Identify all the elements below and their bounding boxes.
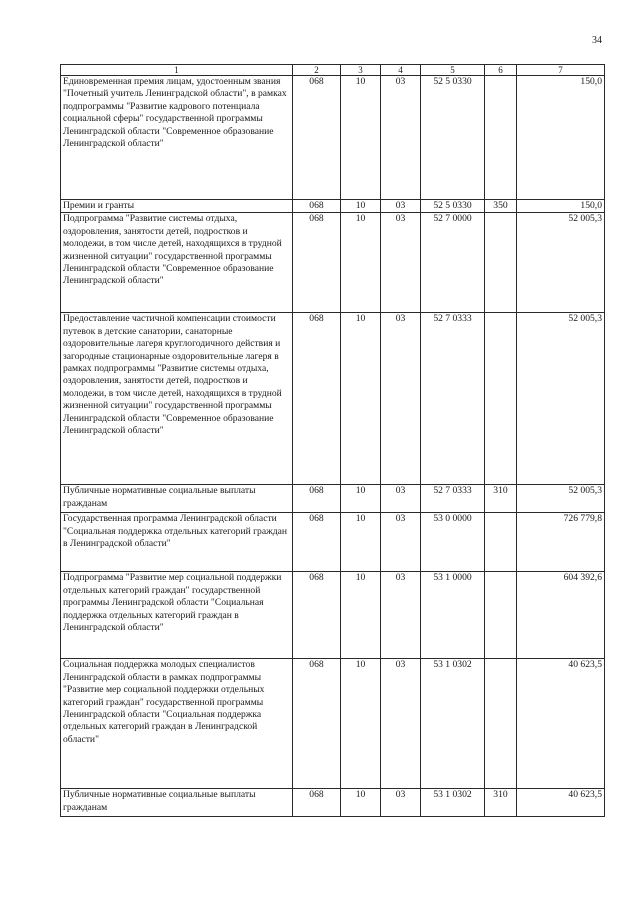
cell-expense-type: [485, 572, 517, 659]
row-name: Предоставление частичной компенсации стоимости путевок в детские санатории, санаторные оздоровительные лагеря круглогодичного действия и загородные стационарные оздоровительные лагеря в рамках подпрограммы "Развитие системы отдыха, оздоровления, занятости детей, подростков и молодежи, в том числе детей, находящихся в трудной жизненной ситуации" государственной программы Ленинградской области "Современное образование Ленинградской области": [61, 313, 293, 485]
cell-target-article: 52 7 0333: [421, 313, 485, 485]
column-header: 1: [61, 65, 293, 76]
cell-amount: 726 779,8: [517, 513, 605, 572]
cell-subsection: 03: [381, 200, 421, 213]
cell-expense-type: [485, 213, 517, 313]
table-row: [61, 213, 605, 313]
cell-ministry: 068: [293, 313, 341, 485]
cell-expense-type: [485, 513, 517, 572]
table-row: [61, 76, 605, 200]
row-name: Публичные нормативные социальные выплаты гражданам: [61, 789, 293, 817]
row-name: Государственная программа Ленинградской области "Социальная поддержка отдельных категорий граждан в Ленинградской области": [61, 513, 293, 572]
cell-section: 10: [341, 200, 381, 213]
cell-subsection: 03: [381, 485, 421, 513]
column-header: 5: [421, 65, 485, 76]
cell-ministry: 068: [293, 659, 341, 789]
column-header: 7: [517, 65, 605, 76]
cell-ministry: 068: [293, 213, 341, 313]
row-name: Публичные нормативные социальные выплаты гражданам: [61, 485, 293, 513]
cell-amount: 52 005,3: [517, 213, 605, 313]
cell-expense-type: 310: [485, 485, 517, 513]
budget-table: [60, 64, 605, 817]
column-header: 6: [485, 65, 517, 76]
cell-target-article: 53 0 0000: [421, 513, 485, 572]
cell-section: 10: [341, 213, 381, 313]
cell-target-article: 52 5 0330: [421, 200, 485, 213]
cell-subsection: 03: [381, 659, 421, 789]
table-row: [61, 789, 605, 817]
cell-amount: 40 623,5: [517, 789, 605, 817]
cell-section: 10: [341, 659, 381, 789]
cell-target-article: 53 1 0000: [421, 572, 485, 659]
cell-amount: 604 392,6: [517, 572, 605, 659]
cell-target-article: 52 7 0333: [421, 485, 485, 513]
cell-target-article: 53 1 0302: [421, 789, 485, 817]
table-row: [61, 485, 605, 513]
cell-subsection: 03: [381, 76, 421, 200]
cell-subsection: 03: [381, 572, 421, 659]
row-name: Премии и гранты: [61, 200, 293, 213]
cell-subsection: 03: [381, 789, 421, 817]
cell-ministry: 068: [293, 76, 341, 200]
page-number: 34: [592, 35, 602, 46]
cell-target-article: 52 7 0000: [421, 213, 485, 313]
cell-amount: 150,0: [517, 76, 605, 200]
cell-section: 10: [341, 513, 381, 572]
table-row: [61, 313, 605, 485]
cell-section: 10: [341, 789, 381, 817]
cell-target-article: 52 5 0330: [421, 76, 485, 200]
table-row: [61, 513, 605, 572]
cell-ministry: 068: [293, 200, 341, 213]
cell-section: 10: [341, 485, 381, 513]
cell-expense-type: 350: [485, 200, 517, 213]
cell-amount: 40 623,5: [517, 659, 605, 789]
row-name: Единовременная премия лицам, удостоенным звания "Почетный учитель Ленинградской области", в рамках подпрограммы "Развитие кадрового потенциала социальной сферы" государственной программы Ленинградской области "Современное образование Ленинградской области": [61, 76, 293, 200]
column-header: 2: [293, 65, 341, 76]
column-header: 3: [341, 65, 381, 76]
cell-ministry: 068: [293, 485, 341, 513]
cell-amount: 150,0: [517, 200, 605, 213]
cell-subsection: 03: [381, 513, 421, 572]
cell-amount: 52 005,3: [517, 313, 605, 485]
cell-target-article: 53 1 0302: [421, 659, 485, 789]
table-row: [61, 659, 605, 789]
table-row: [61, 572, 605, 659]
cell-ministry: 068: [293, 789, 341, 817]
column-number-row: [61, 65, 605, 76]
cell-section: 10: [341, 572, 381, 659]
cell-expense-type: 310: [485, 789, 517, 817]
cell-expense-type: [485, 313, 517, 485]
row-name: Подпрограмма "Развитие системы отдыха, оздоровления, занятости детей, подростков и молодежи, в том числе детей, находящихся в трудной жизненной ситуации" государственной программы Ленинградской области "Современное образование Ленинградской области": [61, 213, 293, 313]
cell-amount: 52 005,3: [517, 485, 605, 513]
cell-expense-type: [485, 659, 517, 789]
cell-section: 10: [341, 76, 381, 200]
cell-ministry: 068: [293, 513, 341, 572]
row-name: Подпрограмма "Развитие мер социальной поддержки отдельных категорий граждан" государственной программы Ленинградской области "Социальная поддержка отдельных категорий граждан в Ленинградской области": [61, 572, 293, 659]
cell-section: 10: [341, 313, 381, 485]
cell-subsection: 03: [381, 213, 421, 313]
cell-expense-type: [485, 76, 517, 200]
row-name: Социальная поддержка молодых специалистов Ленинградской области в рамках подпрограммы "Развитие мер социальной поддержки отдельных категорий граждан" государственной программы Ленинградской области "Социальная поддержка отдельных категорий граждан в Ленинградской области": [61, 659, 293, 789]
table-row: [61, 200, 605, 213]
cell-subsection: 03: [381, 313, 421, 485]
column-header: 4: [381, 65, 421, 76]
cell-ministry: 068: [293, 572, 341, 659]
